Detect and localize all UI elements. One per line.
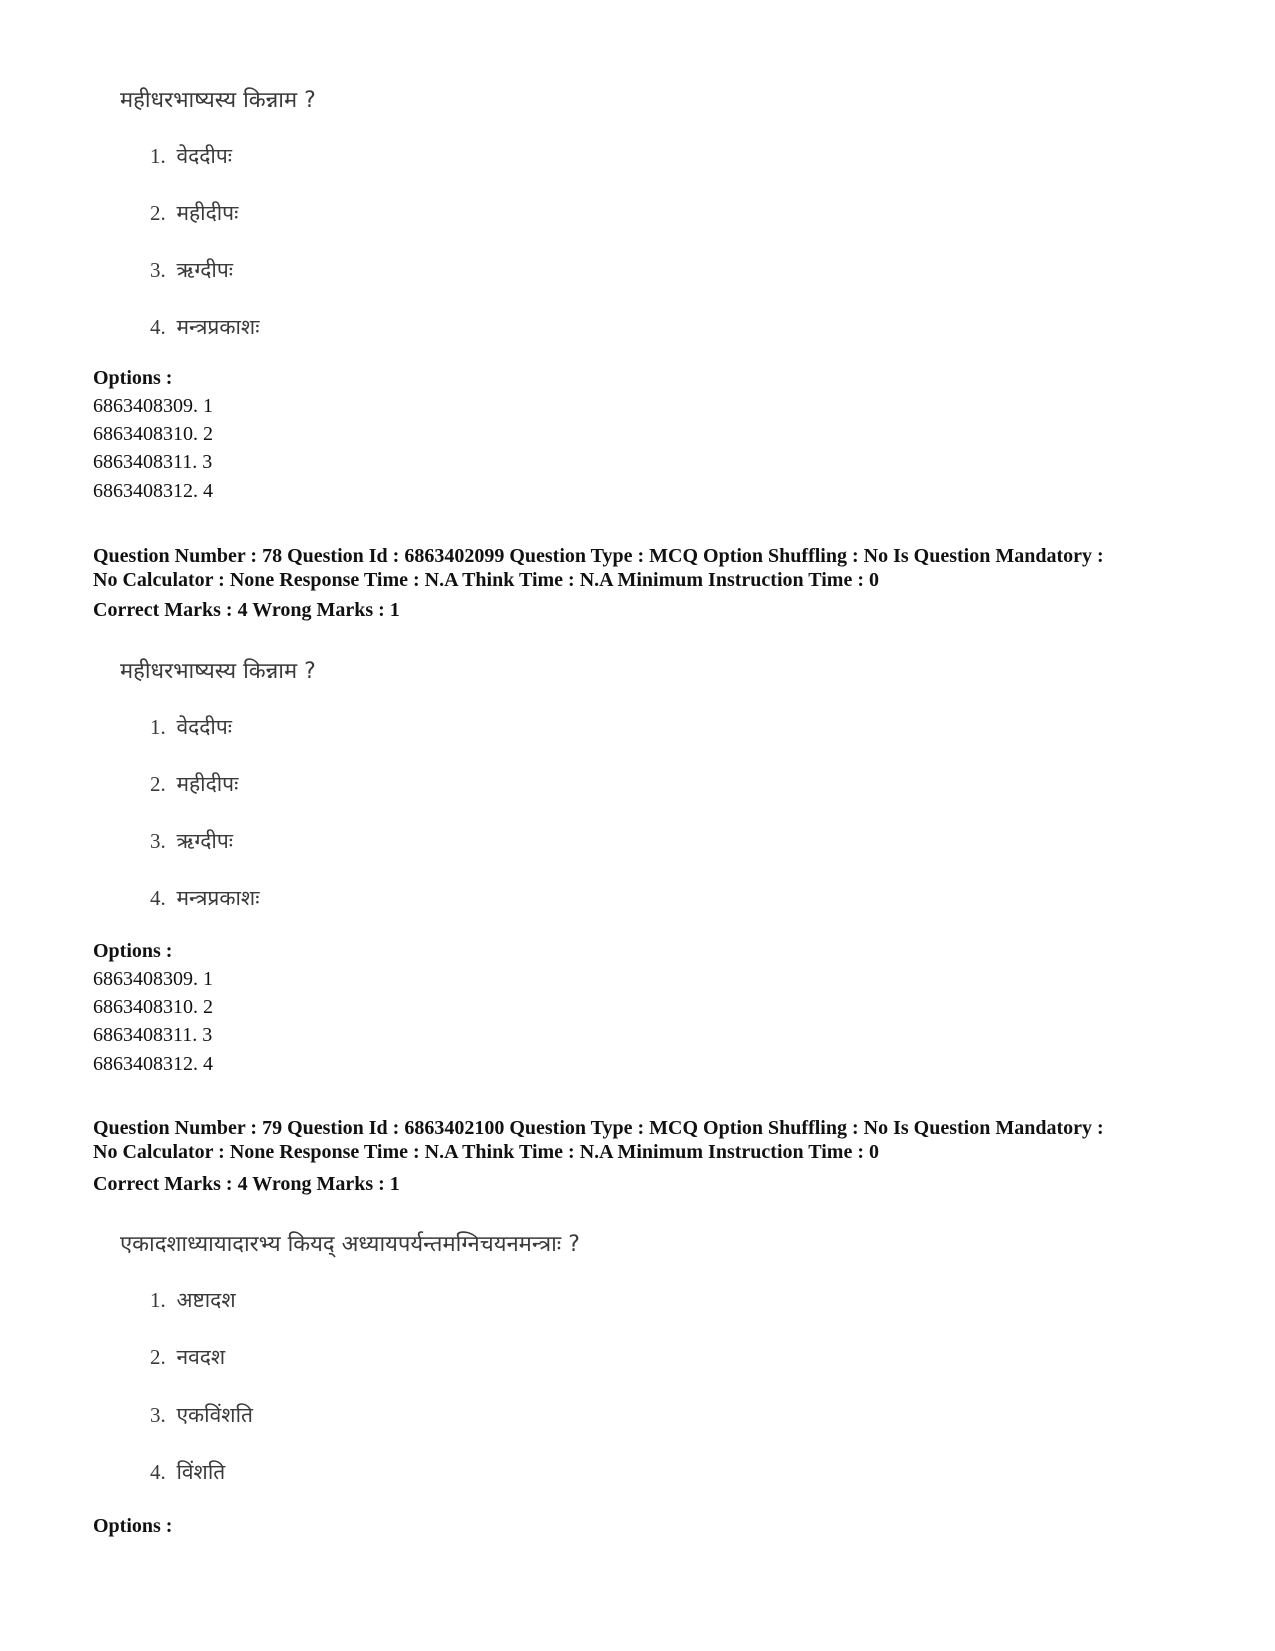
choice-number: 2. [150, 1345, 166, 1369]
option-id-line: 6863408312. 4 [93, 1053, 213, 1075]
choice-4 [150, 1458, 225, 1486]
choice-number: 2. [150, 772, 166, 796]
option-id-line: 6863408310. 2 [93, 996, 213, 1018]
option-id-line: 6863408311. 3 [93, 1024, 213, 1046]
option-id-line: 6863408312. 4 [93, 480, 213, 502]
option-id-line: 6863408309. 1 [93, 395, 213, 417]
choice-text: ऋग्दीपः [176, 258, 234, 282]
metadata-line-1: Question Number : 79 Question Id : 6863402100 Question Type : MCQ Option Shuffling : No Is Question Mandatory : [93, 1117, 1104, 1139]
choice-number: 1. [150, 144, 166, 168]
choice-text: महीदीपः [176, 772, 239, 796]
choice-2 [150, 199, 238, 227]
choice-number: 1. [150, 1288, 166, 1312]
question-text: महीधरभाष्यस्य किन्नाम ? [120, 88, 316, 113]
choice-text: वेददीपः [176, 144, 233, 168]
question-text: एकादशाध्यायादारभ्य कियद् अध्यायपर्यन्तमग्निचयनमन्त्राः ? [120, 1232, 580, 1257]
metadata-line-2: No Calculator : None Response Time : N.A Think Time : N.A Minimum Instruction Time : 0 [93, 569, 879, 591]
choice-number: 3. [150, 258, 166, 282]
question-metadata [93, 1116, 1203, 1164]
choice-number: 4. [150, 315, 166, 339]
choice-number: 4. [150, 1460, 166, 1484]
choice-1 [150, 1286, 236, 1314]
options-label: Options : [93, 367, 173, 389]
option-id-line: 6863408310. 2 [93, 423, 213, 445]
choice-3 [150, 827, 233, 855]
choice-number: 3. [150, 829, 166, 853]
choice-number: 3. [150, 1403, 166, 1427]
choice-text: महीदीपः [176, 201, 239, 225]
options-label: Options : [93, 1515, 173, 1537]
question-text: महीधरभाष्यस्य किन्नाम ? [120, 659, 316, 684]
choice-1 [150, 713, 232, 741]
metadata-line-1: Question Number : 78 Question Id : 6863402099 Question Type : MCQ Option Shuffling : No Is Question Mandatory : [93, 545, 1104, 567]
choice-2 [150, 770, 238, 798]
choice-text: ऋग्दीपः [176, 829, 234, 853]
choice-text: अष्टादश [176, 1288, 236, 1312]
option-id-line: 6863408309. 1 [93, 968, 213, 990]
choice-4 [150, 884, 259, 912]
choice-4 [150, 313, 259, 341]
options-label: Options : [93, 940, 173, 962]
choice-1 [150, 142, 232, 170]
choice-text: एकविंशति [176, 1403, 253, 1427]
marks-line: Correct Marks : 4 Wrong Marks : 1 [93, 599, 400, 621]
choice-2 [150, 1343, 225, 1371]
choice-3 [150, 256, 233, 284]
choice-text: विंशति [176, 1460, 226, 1484]
choice-text: वेददीपः [176, 715, 233, 739]
choice-number: 4. [150, 886, 166, 910]
choice-number: 1. [150, 715, 166, 739]
marks-line: Correct Marks : 4 Wrong Marks : 1 [93, 1173, 400, 1195]
question-metadata [93, 544, 1203, 592]
metadata-line-2: No Calculator : None Response Time : N.A Think Time : N.A Minimum Instruction Time : 0 [93, 1141, 879, 1163]
choice-3 [150, 1401, 253, 1429]
choice-text: मन्त्रप्रकाशः [176, 886, 260, 910]
choice-text: मन्त्रप्रकाशः [176, 315, 260, 339]
choice-text: नवदश [176, 1345, 226, 1369]
option-id-line: 6863408311. 3 [93, 451, 213, 473]
choice-number: 2. [150, 201, 166, 225]
